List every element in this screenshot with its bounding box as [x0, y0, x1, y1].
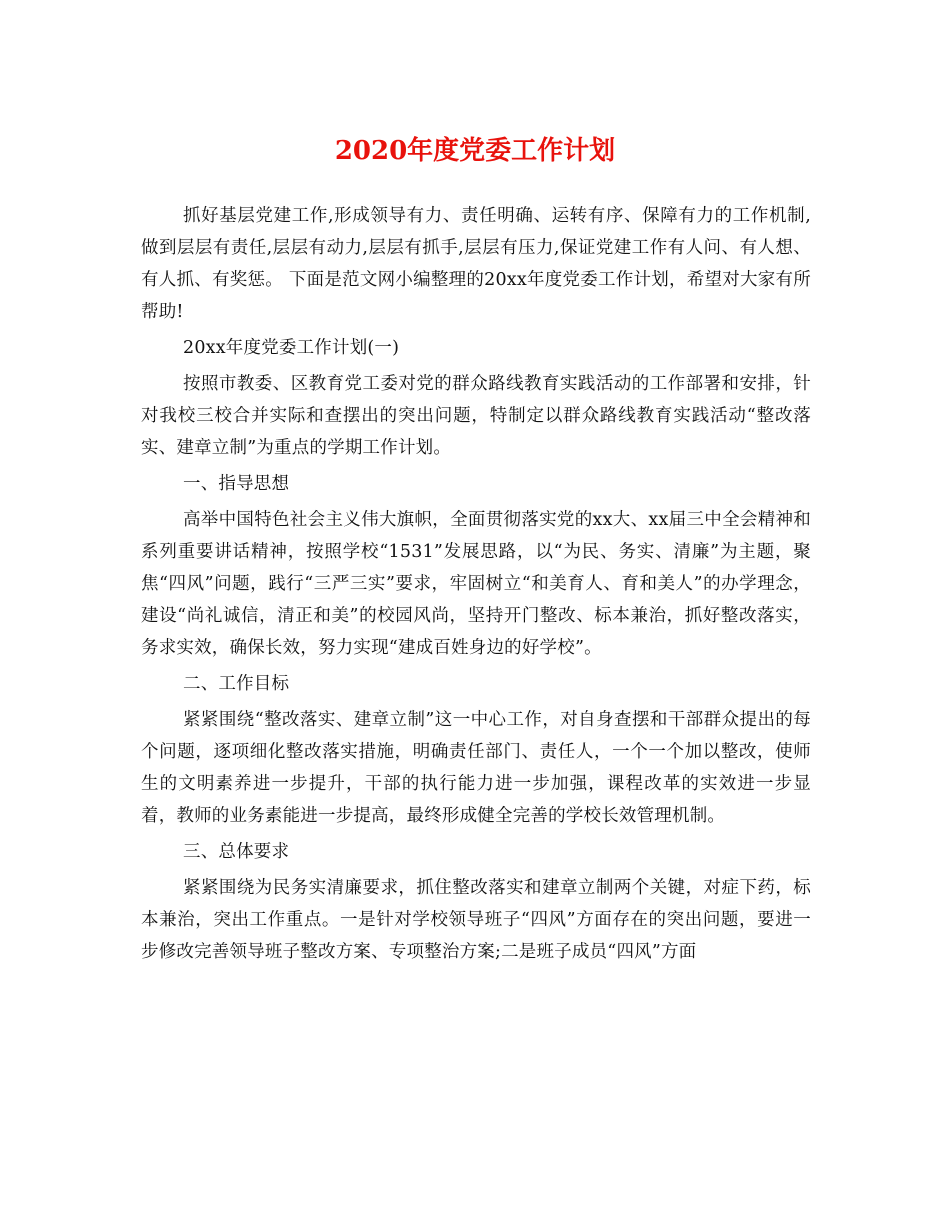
section-heading-work-goals: 二、工作目标	[183, 674, 290, 694]
general-requirements-paragraph: 紧紧围绕为民务实清廉要求，抓住整改落实和建章立制两个关键，对症下药，标本兼治，突出工作重点。一是针对学校领导班子“四风”方面存在的突出问题，要进一步修改完善领导班子整改方案、专项整治方案;二是班子成员“四风”方面	[141, 878, 811, 962]
document-body	[141, 200, 811, 968]
plan-paragraph: 按照市教委、区教育党工委对党的群众路线教育实践活动的工作部署和安排，针对我校三校合并实际和查摆出的突出问题，特制定以群众路线教育实践活动“整改落实、建章立制”为重点的学期工作计划。	[141, 374, 811, 458]
work-goals-paragraph: 紧紧围绕“整改落实、建章立制”这一中心工作，对自身查摆和干部群众提出的每个问题，逐项细化整改落实措施，明确责任部门、责任人，一个一个加以整改，使师生的文明素养进一步提升，干部的执行能力进一步加强，课程改革的实效进一步显着，教师的业务素能进一步提高，最终形成健全完善的学校长效管理机制。	[141, 710, 811, 826]
intro-paragraph: 抓好基层党建工作,形成领导有力、责任明确、运转有序、保障有力的工作机制,做到层层有责任,层层有动力,层层有抓手,层层有压力,保证党建工作有人问、有人想、有人抓、有奖惩。 下面是范文网小编整理的20xx年度党委工作计划，希望对大家有所帮助!	[141, 206, 811, 322]
guiding-ideology-paragraph: 高举中国特色社会主义伟大旗帜，全面贯彻落实党的xx大、xx届三中全会精神和系列重要讲话精神，按照学校“1531”发展思路，以“为民、务实、清廉”为主题，聚焦“四风”问题，践行“三严三实”要求，牢固树立“和美育人、育和美人”的办学理念，建设“尚礼诚信，清正和美”的校园风尚，坚持开门整改、标本兼治，抓好整改落实，务求实效，确保长效，努力实现“建成百姓身边的好学校”。	[141, 510, 811, 658]
document-title: 2020年度党委工作计划	[334, 136, 616, 166]
section-heading-guiding-ideology: 一、指导思想	[183, 474, 290, 494]
section-heading-general-requirements: 三、总体要求	[183, 842, 290, 862]
plan-subtitle: 20xx年度党委工作计划(一)	[183, 338, 400, 358]
